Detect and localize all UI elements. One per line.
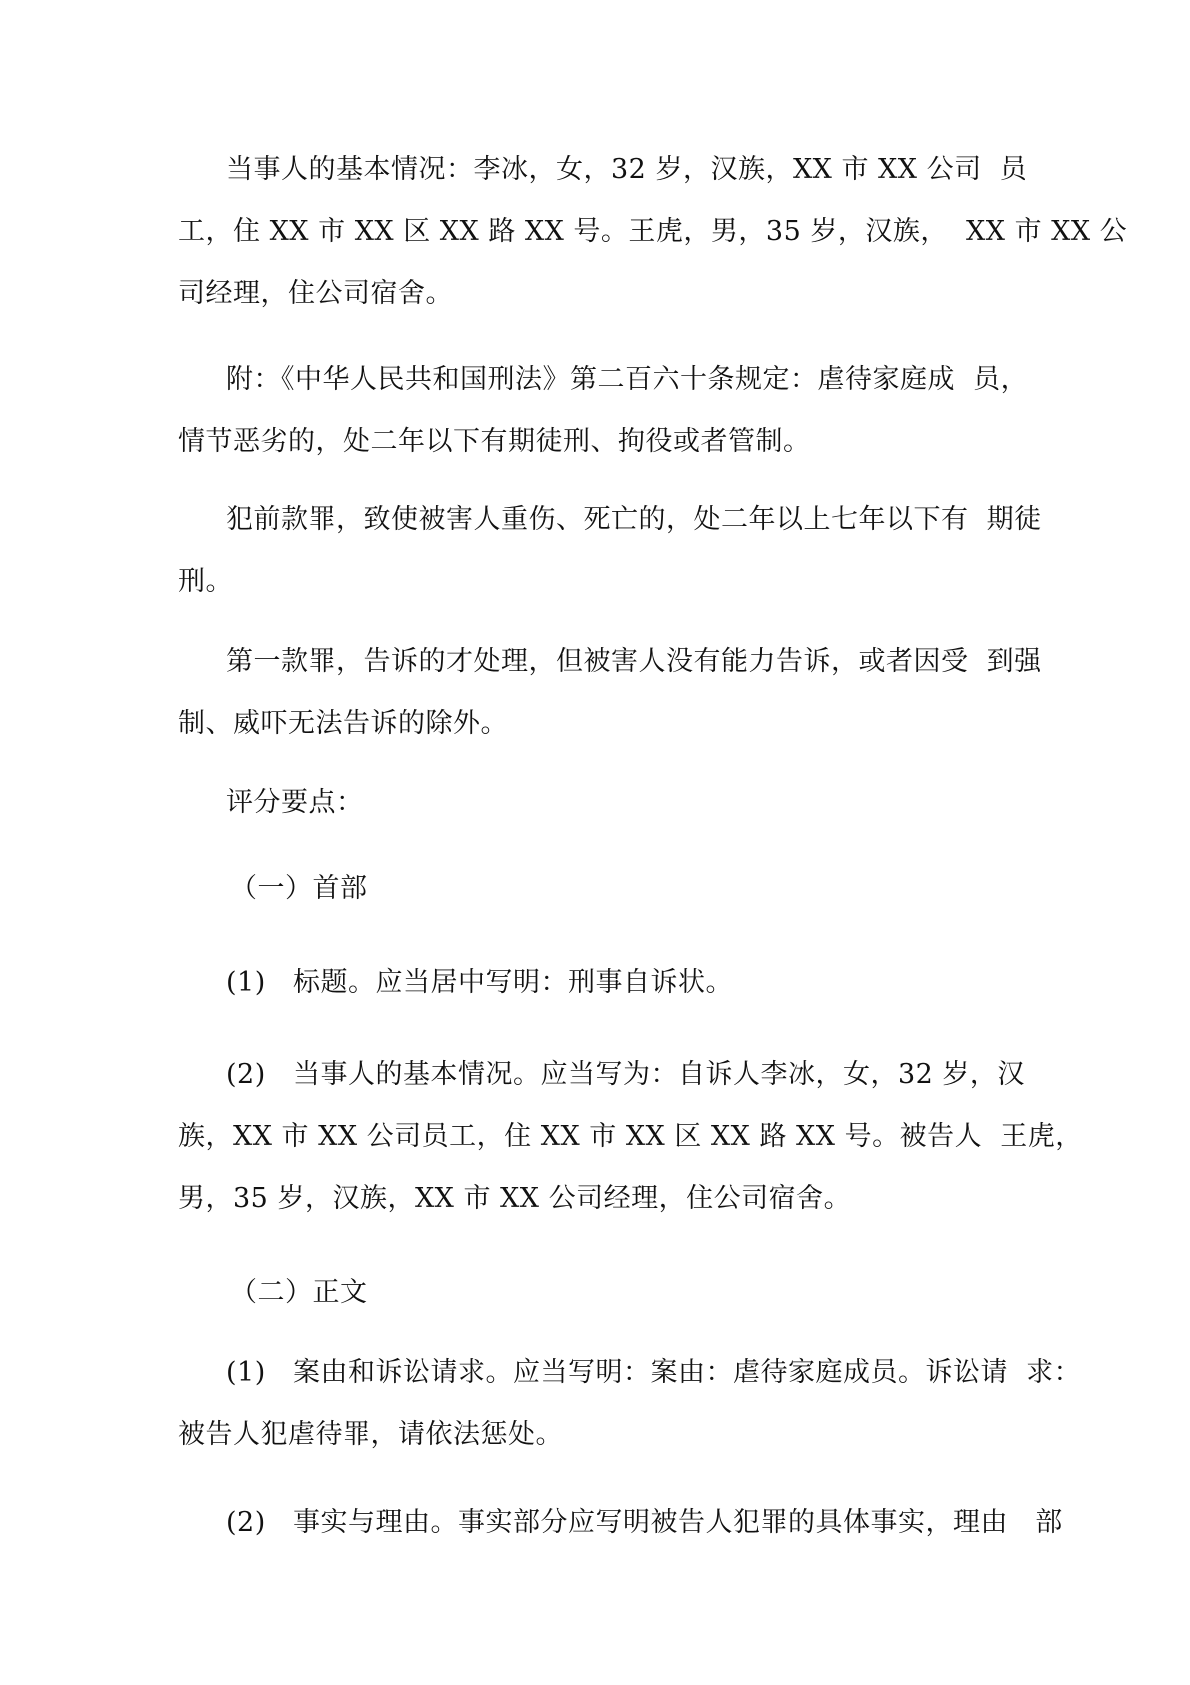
item-1-2-line-3: 男，35 岁，汉族，XX 市 XX 公司经理，住公司宿舍。 xyxy=(178,1183,852,1214)
clause-2-line-1: 犯前款罪，致使被害人重伤、死亡的，处二年以上七年以下有 期徒 xyxy=(226,504,1042,535)
item-1-1-line-1: (1) 标题。应当居中写明：刑事自诉状。 xyxy=(226,967,733,998)
clause-2-line-2: 刑。 xyxy=(178,566,233,597)
appendix-law-line-2: 情节恶劣的，处二年以下有期徒刑、拘役或者管制。 xyxy=(178,426,811,457)
parties-info-line-2: 工，住 XX 市 XX 区 XX 路 XX 号。王虎，男，35 岁，汉族， XX 市 XX 公 xyxy=(178,216,1128,247)
parties-info-line-1: 当事人的基本情况：李冰，女，32 岁，汉族，XX 市 XX 公司 员 xyxy=(226,154,1028,185)
item-2-1-line-2: 被告人犯虐待罪，请依法惩处。 xyxy=(178,1419,563,1450)
parties-info-line-3: 司经理，住公司宿舍。 xyxy=(178,278,453,309)
clause-3-line-2: 制、威吓无法告诉的除外。 xyxy=(178,708,508,739)
item-2-1-line-1: (1) 案由和诉讼请求。应当写明：案由：虐待家庭成员。诉讼请 求： xyxy=(226,1357,1082,1388)
item-1-2-line-1: (2) 当事人的基本情况。应当写为：自诉人李冰，女，32 岁，汉 xyxy=(226,1059,1025,1090)
appendix-law-line-1: 附：《中华人民共和国刑法》第二百六十条规定：虐待家庭成 员， xyxy=(226,364,1029,395)
item-2-2-line-1: (2) 事实与理由。事实部分应写明被告人犯罪的具体事实，理由 部 xyxy=(226,1507,1063,1538)
clause-3-line-1: 第一款罪，告诉的才处理，但被害人没有能力告诉，或者因受 到强 xyxy=(226,646,1042,677)
section-1-heading: （一）首部 xyxy=(230,873,368,904)
section-2-heading: （二）正文 xyxy=(230,1277,368,1308)
item-1-2-line-2: 族，XX 市 XX 公司员工，住 XX 市 XX 区 XX 路 XX 号。被告人 王虎， xyxy=(178,1121,1083,1152)
scoring-heading: 评分要点： xyxy=(226,787,364,818)
